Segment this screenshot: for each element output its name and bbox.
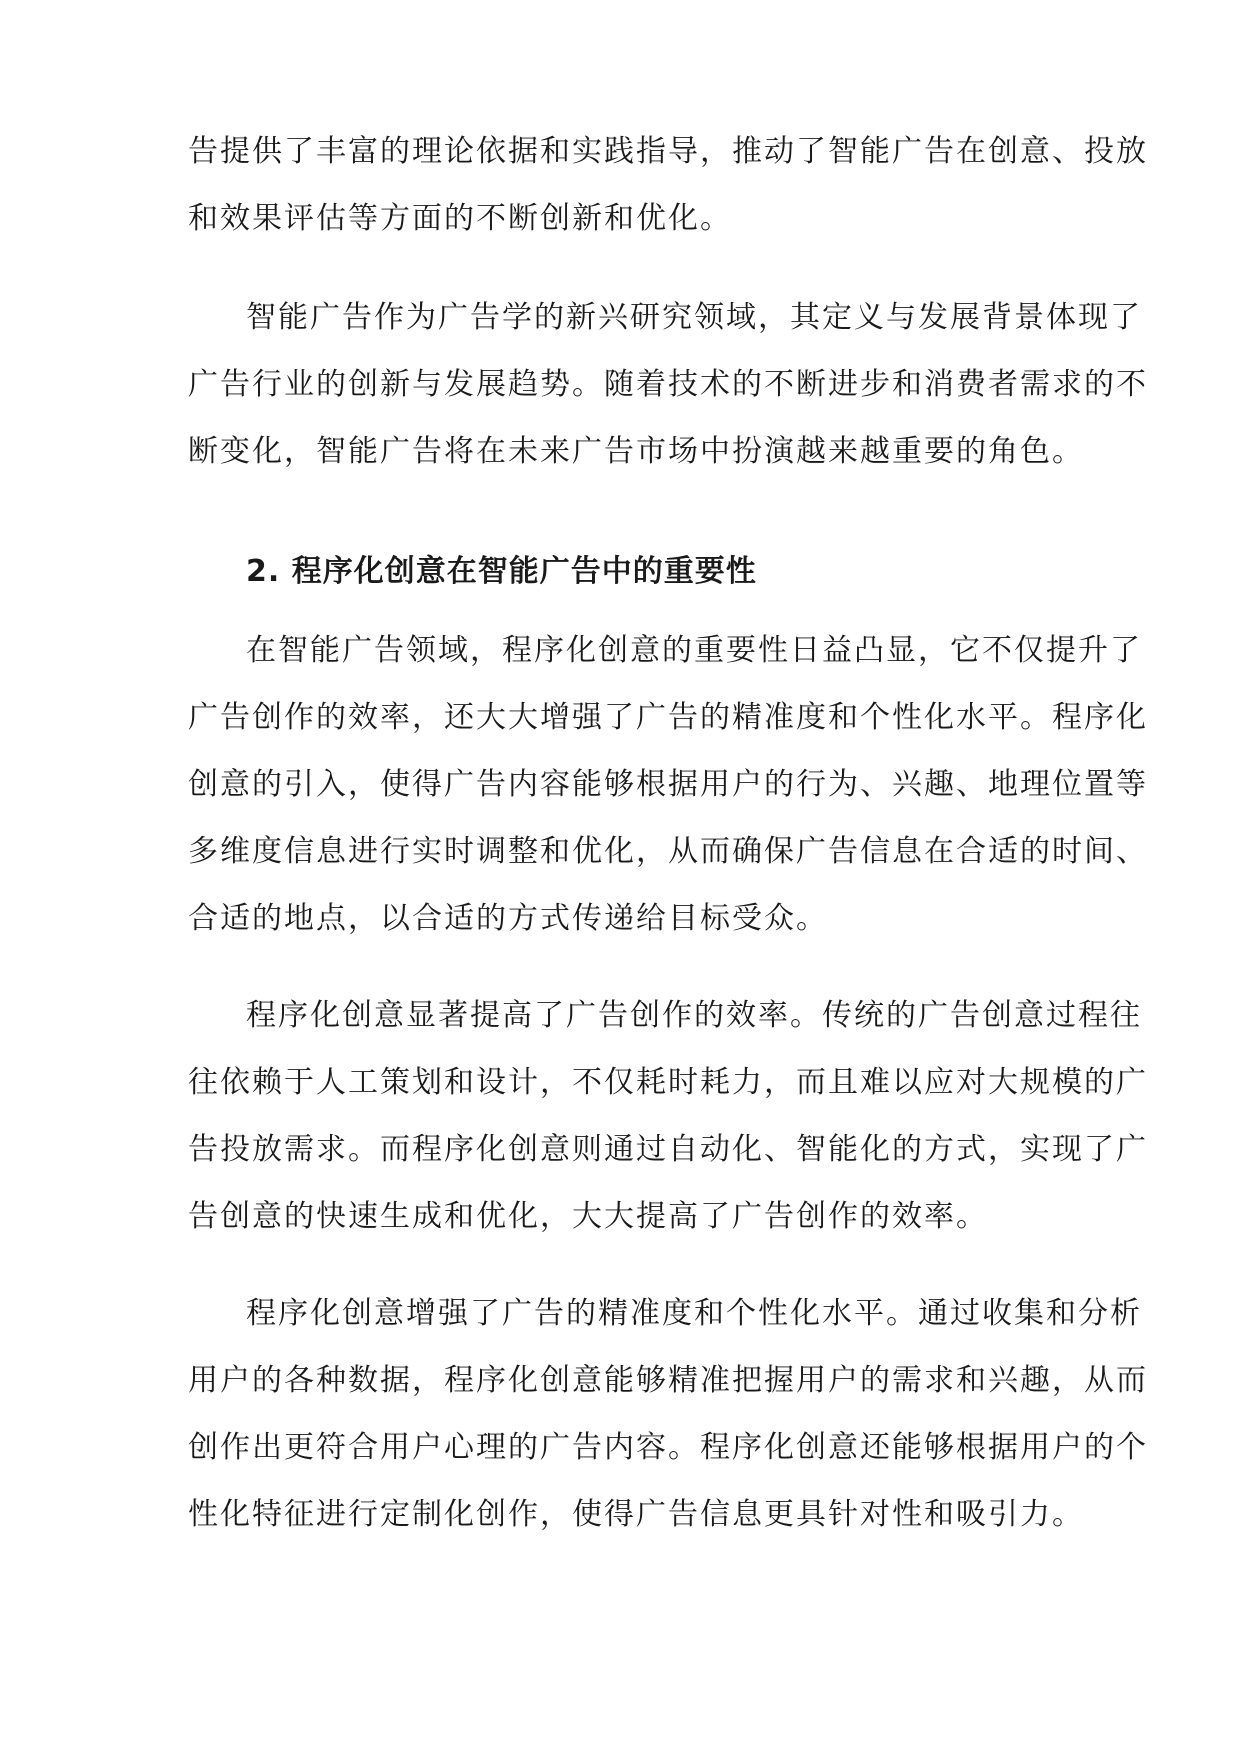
paragraph-first-line: 程序化创意增强了广告的精准度和个性化水平。通过收集和分析 bbox=[246, 1296, 1142, 1331]
text-line: 告创意的快速生成和优化，大大提高了广告创作的效率。 bbox=[188, 1199, 988, 1234]
text-line: 创意的引入，使得广告内容能够根据用户的行为、兴趣、地理位置等 bbox=[188, 767, 1148, 802]
text-line: 往依赖于人工策划和设计，不仅耗时耗力，而且难以应对大规模的广 bbox=[188, 1065, 1148, 1100]
text-line: 断变化，智能广告将在未来广告市场中扮演越来越重要的角色。 bbox=[188, 434, 1084, 469]
text-line: 和效果评估等方面的不断创新和优化。 bbox=[188, 201, 732, 236]
paragraph-first-line: 智能广告作为广告学的新兴研究领域，其定义与发展背景体现了 bbox=[246, 300, 1142, 335]
text-line: 性化特征进行定制化创作，使得广告信息更具针对性和吸引力。 bbox=[188, 1497, 1084, 1532]
text-line: 合适的地点，以合适的方式传递给目标受众。 bbox=[188, 901, 828, 936]
text-line: 广告创作的效率，还大大增强了广告的精准度和个性化水平。程序化 bbox=[188, 700, 1148, 735]
text-line: 多维度信息进行实时调整和优化，从而确保广告信息在合适的时间、 bbox=[188, 834, 1148, 869]
text-line: 告投放需求。而程序化创意则通过自动化、智能化的方式，实现了广 bbox=[188, 1132, 1148, 1167]
section-heading: 2. 程序化创意在智能广告中的重要性 bbox=[246, 554, 757, 589]
text-line: 告提供了丰富的理论依据和实践指导，推动了智能广告在创意、投放 bbox=[188, 134, 1148, 169]
paragraph-first-line: 在智能广告领域，程序化创意的重要性日益凸显，它不仅提升了 bbox=[246, 633, 1142, 668]
text-line: 用户的各种数据，程序化创意能够精准把握用户的需求和兴趣，从而 bbox=[188, 1363, 1148, 1398]
text-line: 广告行业的创新与发展趋势。随着技术的不断进步和消费者需求的不 bbox=[188, 367, 1148, 402]
paragraph-first-line: 程序化创意显著提高了广告创作的效率。传统的广告创意过程往 bbox=[246, 998, 1142, 1033]
text-line: 创作出更符合用户心理的广告内容。程序化创意还能够根据用户的个 bbox=[188, 1430, 1148, 1465]
